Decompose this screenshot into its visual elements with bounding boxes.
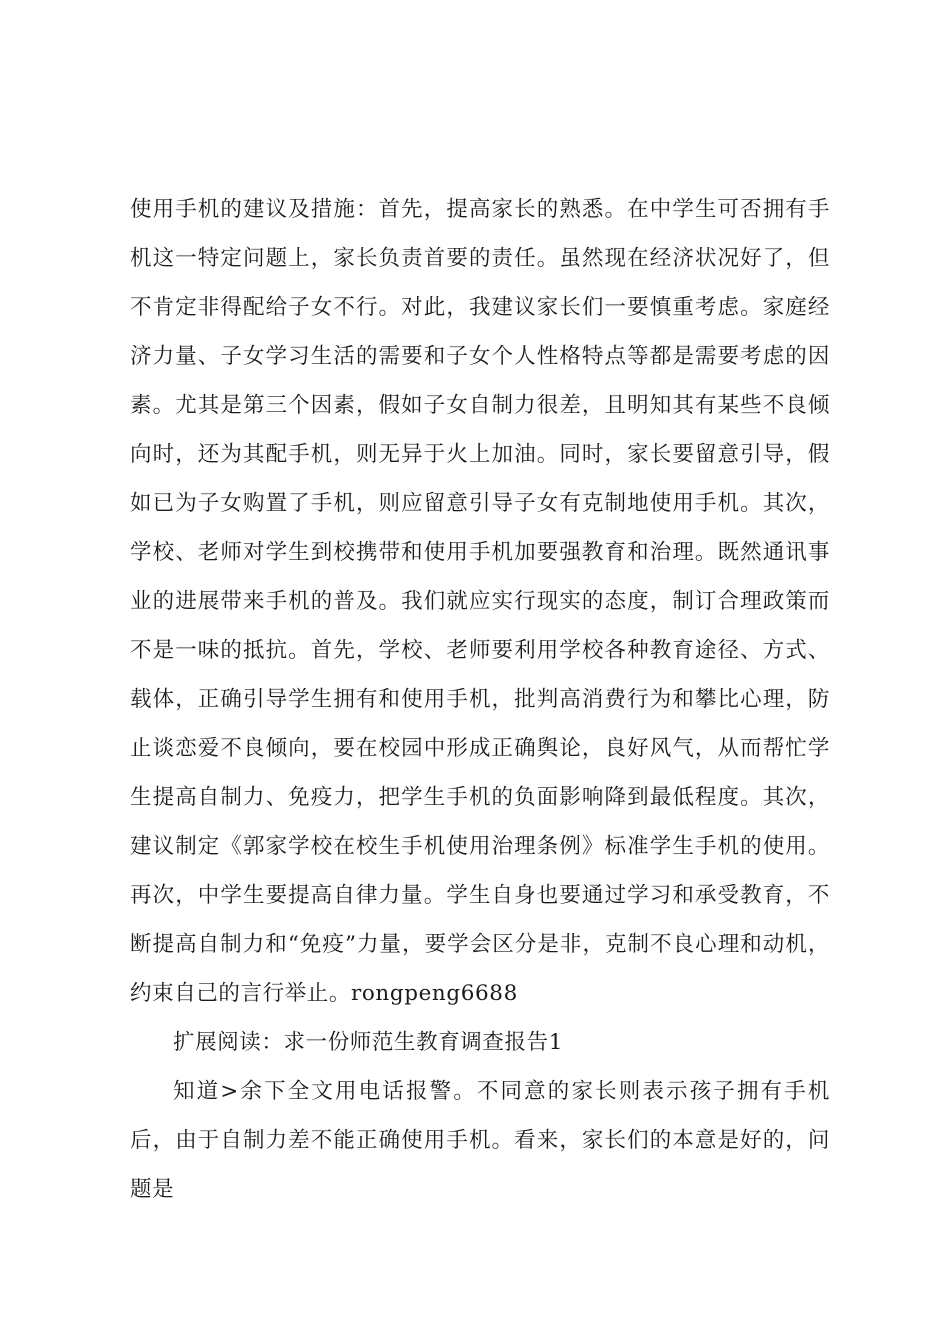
document-body — [130, 185, 830, 1214]
body-paragraph: 知道>余下全文用电话报警。不同意的家长则表示孩子拥有手机后，由于自制力差不能正确使用手机。看来，家长们的本意是好的，问题是 — [130, 1079, 830, 1202]
extended-reading-heading: 扩展阅读：求一份师范生教育调查报告1 — [173, 1030, 563, 1055]
body-paragraph: 使用手机的建议及措施：首先，提高家长的熟悉。在中学生可否拥有手机这一特定问题上，家长负责首要的责任。虽然现在经济状况好了，但不肯定非得配给子女不行。对此，我建议家长们一要慎重考虑。家庭经济力量、子女学习生活的需要和子女个人性格特点等都是需要考虑的因素。尤其是第三个因素，假如子女自制力很差，且明知其有某些不良倾向时，还为其配手机，则无异于火上加油。同时，家长要留意引导，假如已为子女购置了手机，则应留意引导子女有克制地使用手机。其次，学校、老师对学生到校携带和使用手机加要强教育和治理。既然通讯事业的进展带来手机的普及。我们就应实行现实的态度，制订合理政策而不是一味的抵抗。首先，学校、老师要利用学校各种教育途径、方式、载体，正确引导学生拥有和使用手机，批判高消费行为和攀比心理，防止谈恋爱不良倾向，要在校园中形成正确舆论，良好风气，从而帮忙学生提高自制力、免疫力，把学生手机的负面影响降到最低程度。其次，建议制定《郭家学校在校生手机使用治理条例》标准学生手机的使用。再次，中学生要提高自律力量。学生自身也要通过学习和承受教育，不断提高自制力和“免疫”力量，要学会区分是非，克制不良心理和动机，约束自己的言行举止。rongpeng6688 — [130, 197, 830, 1006]
